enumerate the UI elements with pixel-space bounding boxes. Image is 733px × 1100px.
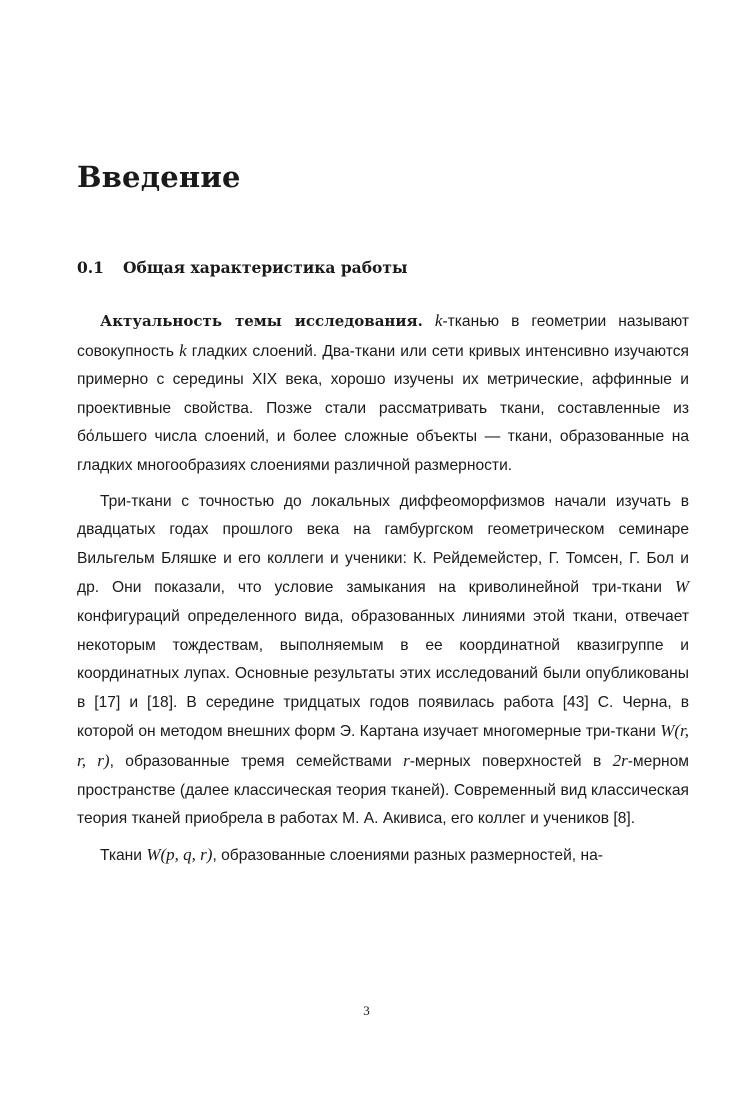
section-number: 0.1 — [77, 258, 104, 277]
body-text — [77, 307, 689, 877]
text-run: Ткани — [100, 846, 147, 864]
text-run: -тканью в геометрии называют совокупность — [77, 313, 689, 360]
math-k: k — [434, 311, 443, 330]
paragraph-lead: Актуальность темы исследования. — [100, 312, 423, 330]
paragraph-relevance — [77, 307, 689, 481]
paragraph-three-webs — [77, 488, 689, 834]
math-k: k — [179, 340, 187, 360]
text-run: -мерном пространстве (далее классическая теория тканей). Современный вид классическая теория тканей приобрела в работах М. А. Акивиса, его коллег и учеников [8]. — [77, 752, 689, 828]
math-w: W — [674, 577, 689, 597]
paragraph-webs-pqr — [77, 841, 689, 871]
text-run: конфигураций определенного вида, образованных линиями этой ткани, отвечает некоторым тождествам, выполняемым в ее координатной квазигруппе и координатных лупах. Основные результаты этих исследований были опубликованы в [17] и [18]. В середине тридцатых годов появилась работа [43] С. Черна, в которой он методом внешних форм Э. Картана изучает многомерные три-ткани — [77, 607, 689, 741]
text-run: , образованные слоениями разных размерностей, на- — [212, 846, 603, 864]
text-run: , образованные тремя семействами — [109, 752, 404, 770]
page-number: 3 — [363, 1003, 370, 1018]
text-run: -мерных поверхностей в — [409, 752, 613, 770]
chapter-title: Введение — [77, 160, 241, 194]
math-2r: 2r — [612, 750, 628, 770]
section-heading — [77, 258, 408, 277]
math-w-pqr: W(p, q, r) — [146, 844, 213, 864]
section-title: Общая характеристика работы — [123, 258, 408, 277]
math-r: r — [403, 750, 410, 770]
math-w-rrr: W(r, r, r) — [77, 721, 689, 770]
text-run: Три-ткани с точностью до локальных диффеоморфизмов начали изучать в двадцатых годах прошлого века на гамбургском геометрическом семинаре Вильгельм Бляшке и его коллеги и ученики: К. Рейдемейстер, Г. Томсен, Г. Бол и др. Они показали, что условие замыкания на криволинейной три-ткани — [77, 492, 689, 597]
text-run: гладких слоений. Два-ткани или сети кривых интенсивно изучаются примерно с середины XIX века, хорошо изучены их метрические, аффинные и проективные свойства. Позже стали рассматривать ткани, составленные из бо́льшего числа слоений, и более сложные объекты — ткани, образованные на гладких многообразиях слоениями различной размерности. — [77, 342, 689, 474]
